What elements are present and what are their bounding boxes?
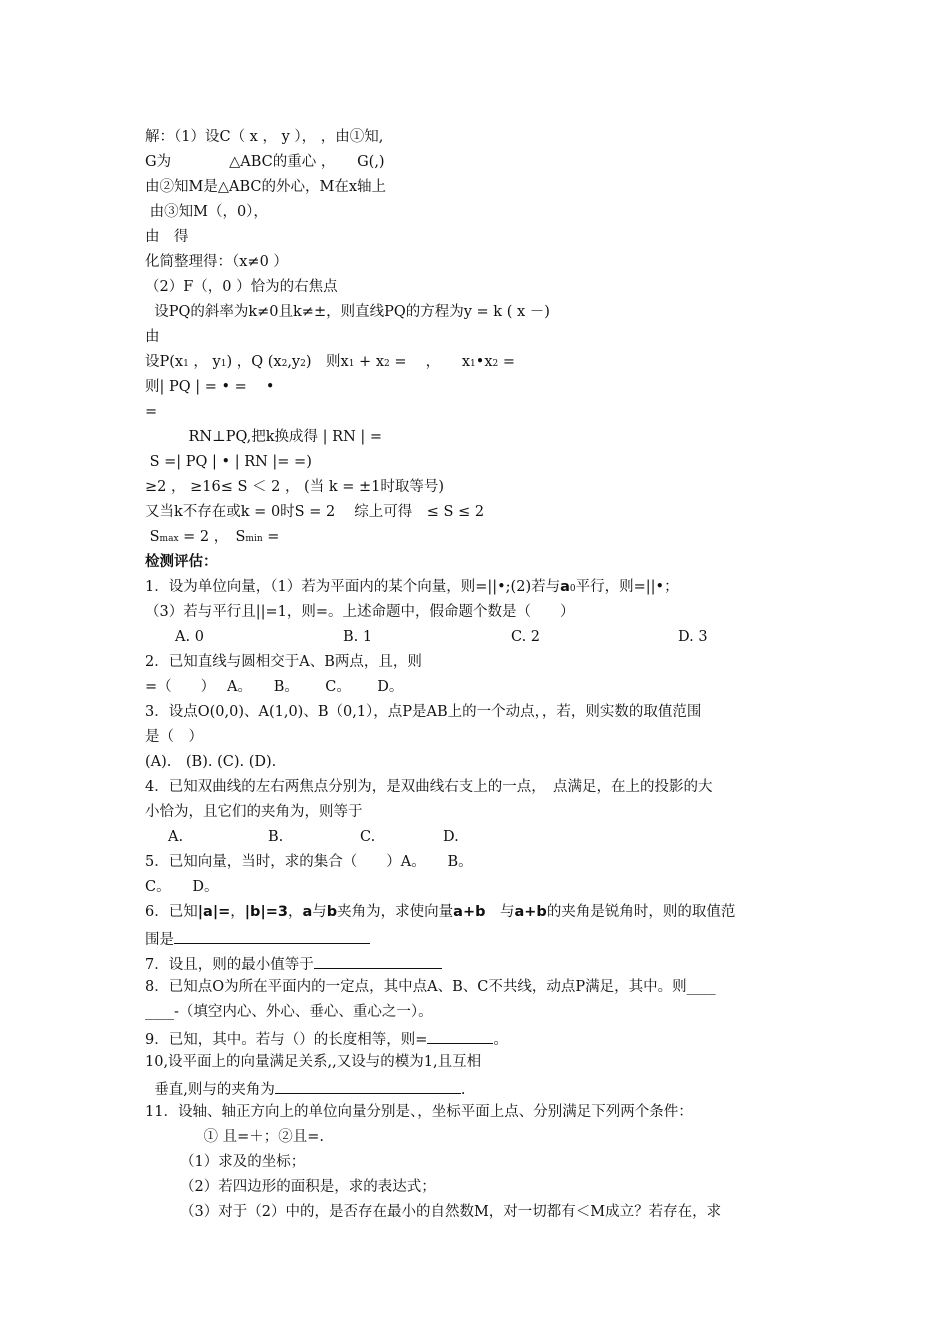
text-run: 7．设且，则的最小值等于 <box>145 957 314 973</box>
text-run: S <box>145 529 160 545</box>
question-8-line-1: 8．已知点O为所在平面内的一定点，其中点A、B、C不共线，动点P满足，其中。则____ <box>145 979 716 995</box>
text-run: a <box>560 579 570 595</box>
question-1-option-c: C. 2 <box>511 629 541 645</box>
text-run: 与 <box>312 904 327 920</box>
text-run: 设P(x <box>145 354 184 370</box>
answer-blank <box>427 1027 493 1044</box>
text-run: ， y <box>188 354 221 370</box>
text-run: 1．设为单位向量，（1）若为平面内的某个向量，则=||•;(2)若与 <box>145 579 561 595</box>
question-3-line-1: 3．设点O(0,0)、A(1,0)、B（0,1），点P是AB上的一个动点，，若，则实数的取值范围 <box>145 704 702 720</box>
solution-line-6: 化简整理得：（x≠0 ） <box>145 254 288 270</box>
question-11-line-5: （3）对于（2）中的，是否存在最小的自然数M，对一切都有＜M成立？若存在，求 <box>180 1204 722 1220</box>
question-7 <box>145 952 442 975</box>
subscript: 1 <box>470 359 476 369</box>
question-4-line-1: 4．已知双曲线的左右两焦点分别为，是双曲线右支上的一点， 点满足，在上的投影的大 <box>145 779 713 795</box>
question-5-line-1: 5．已知向量，当时，求的集合（ ）A。 B。 <box>145 854 473 870</box>
text-run: a+b <box>453 904 486 920</box>
solution-line-5: 由 得 <box>145 229 189 245</box>
text-run: 围是 <box>145 932 174 948</box>
subscript: 1 <box>183 359 189 369</box>
text-run: ) 则x <box>305 354 349 370</box>
question-10-line-2 <box>145 1077 465 1100</box>
subscript: 2 <box>384 359 390 369</box>
text-run: 垂直,则与的夹角为 <box>145 1082 275 1098</box>
question-1-line-2: （3）若与平行且||=1，则=。上述命题中，假命题个数是（ ） <box>145 604 575 620</box>
solution-line-16: 又当k不存在或k = 0时S = 2 综上可得 ≤ S ≤ 2 <box>145 504 485 520</box>
solution-line-3: 由②知M是△ABC的外心，M在x轴上 <box>145 179 387 195</box>
solution-line-8: 设PQ的斜率为k≠0且k≠±，则直线PQ的方程为y = k ( x －) <box>145 304 550 320</box>
text-run: 的夹角是锐角时，则的取值范 <box>546 904 736 920</box>
solution-line-12: = <box>145 404 158 420</box>
text-run: 夹角为，求使向量 <box>337 904 454 920</box>
question-3-line-3: (A). (B). (C). (D). <box>145 754 277 770</box>
question-2-line-2: =（ ） A。 B。 C。 D。 <box>145 679 404 695</box>
answer-blank <box>314 952 442 969</box>
question-4-option-d: D. <box>443 829 459 845</box>
text-run: a <box>302 904 313 920</box>
answer-blank <box>174 927 370 944</box>
section-heading: 检测评估： <box>145 554 218 570</box>
text-run: 平行，则=||•； <box>575 579 679 595</box>
text-run: |a|= <box>197 904 231 920</box>
solution-line-9: 由 <box>145 329 160 345</box>
solution-line-13: RN⊥PQ,把k换成得 | RN | = <box>145 429 383 445</box>
solution-line-1: 解：（1）设C（ x ， y ）， ，由①知, <box>145 129 384 145</box>
question-11-line-2: ① 且=＋；②且=. <box>160 1129 325 1145</box>
subscript: max <box>159 534 179 544</box>
text-run: ,y <box>287 354 301 370</box>
solution-line-11: 则| PQ | = • = • <box>145 379 275 395</box>
solution-line-4: 由③知M（，0）， <box>145 204 268 220</box>
text-run: 与 <box>485 904 515 920</box>
question-11-line-3: （1）求及的坐标； <box>180 1154 306 1170</box>
subscript: 1 <box>348 359 355 369</box>
question-3-line-2: 是（ ） <box>145 729 203 745</box>
solution-line-2: G为 △ABC的重心 ， G(,) <box>145 154 385 170</box>
question-1-option-b: B. 1 <box>343 629 373 645</box>
text-run: = 2 ， S <box>178 529 246 545</box>
text-run: ) ，Q (x <box>226 354 282 370</box>
text-run: ， <box>287 904 303 920</box>
text-run: = <box>498 354 515 370</box>
subscript: 2 <box>281 359 288 369</box>
question-8-line-2: ____-（填空内心、外心、垂心、重心之一）。 <box>145 1004 433 1020</box>
text-run: . <box>460 1082 466 1098</box>
question-4-option-a: A. <box>168 829 184 845</box>
question-5-line-2: C。 D。 <box>145 879 219 895</box>
subscript: 0 <box>569 584 576 594</box>
question-9 <box>145 1027 508 1050</box>
text-run: a+b <box>514 904 547 920</box>
answer-blank <box>275 1077 461 1094</box>
text-run: = ， x <box>389 354 471 370</box>
question-11-line-1: 11．设轴、轴正方向上的单位向量分别是、，坐标平面上点、分别满足下列两个条件： <box>145 1104 693 1120</box>
question-2-line-1: 2．已知直线与圆相交于A、B两点，且，则 <box>145 654 422 670</box>
solution-line-10 <box>145 352 515 374</box>
text-run: + x <box>354 354 384 370</box>
text-run: = <box>262 529 280 545</box>
subscript: 1 <box>220 359 227 369</box>
text-run: b <box>326 904 338 920</box>
subscript: min <box>245 534 263 544</box>
text-run: 6．已知 <box>145 904 198 920</box>
text-run: •x <box>475 354 493 370</box>
solution-line-7: （2）F（，0 ）恰为的右焦点 <box>145 279 338 295</box>
question-11-line-4: （2）若四边形的面积是，求的表达式； <box>180 1179 436 1195</box>
question-4-option-c: C. <box>360 829 376 845</box>
question-1-line-1 <box>145 577 679 599</box>
question-6-line-2 <box>145 927 370 950</box>
solution-line-17 <box>145 527 279 549</box>
text-run: 9．已知，其中。若与（）的长度相等，则= <box>145 1032 428 1048</box>
text-run: 。 <box>493 1032 508 1048</box>
question-1-option-a: A. 0 <box>175 629 204 645</box>
subscript: 2 <box>492 359 499 369</box>
subscript: 2 <box>300 359 306 369</box>
question-1-option-d: D. 3 <box>678 629 708 645</box>
question-6-line-1 <box>145 902 735 922</box>
question-10-line-1: 10,设平面上的向量满足关系,,又设与的模为1,且互相 <box>145 1054 482 1070</box>
question-4-line-2: 小恰为，且它们的夹角为，则等于 <box>145 804 363 820</box>
solution-line-15: ≥2 ， ≥16≤ S ＜ 2 ， (当 k = ±1时取等号) <box>145 479 444 495</box>
text-run: |b|=3 <box>244 904 288 920</box>
solution-line-14: S =| PQ | • | RN |= =) <box>145 454 312 470</box>
question-4-option-b: B. <box>268 829 284 845</box>
text-run: ， <box>230 904 245 920</box>
